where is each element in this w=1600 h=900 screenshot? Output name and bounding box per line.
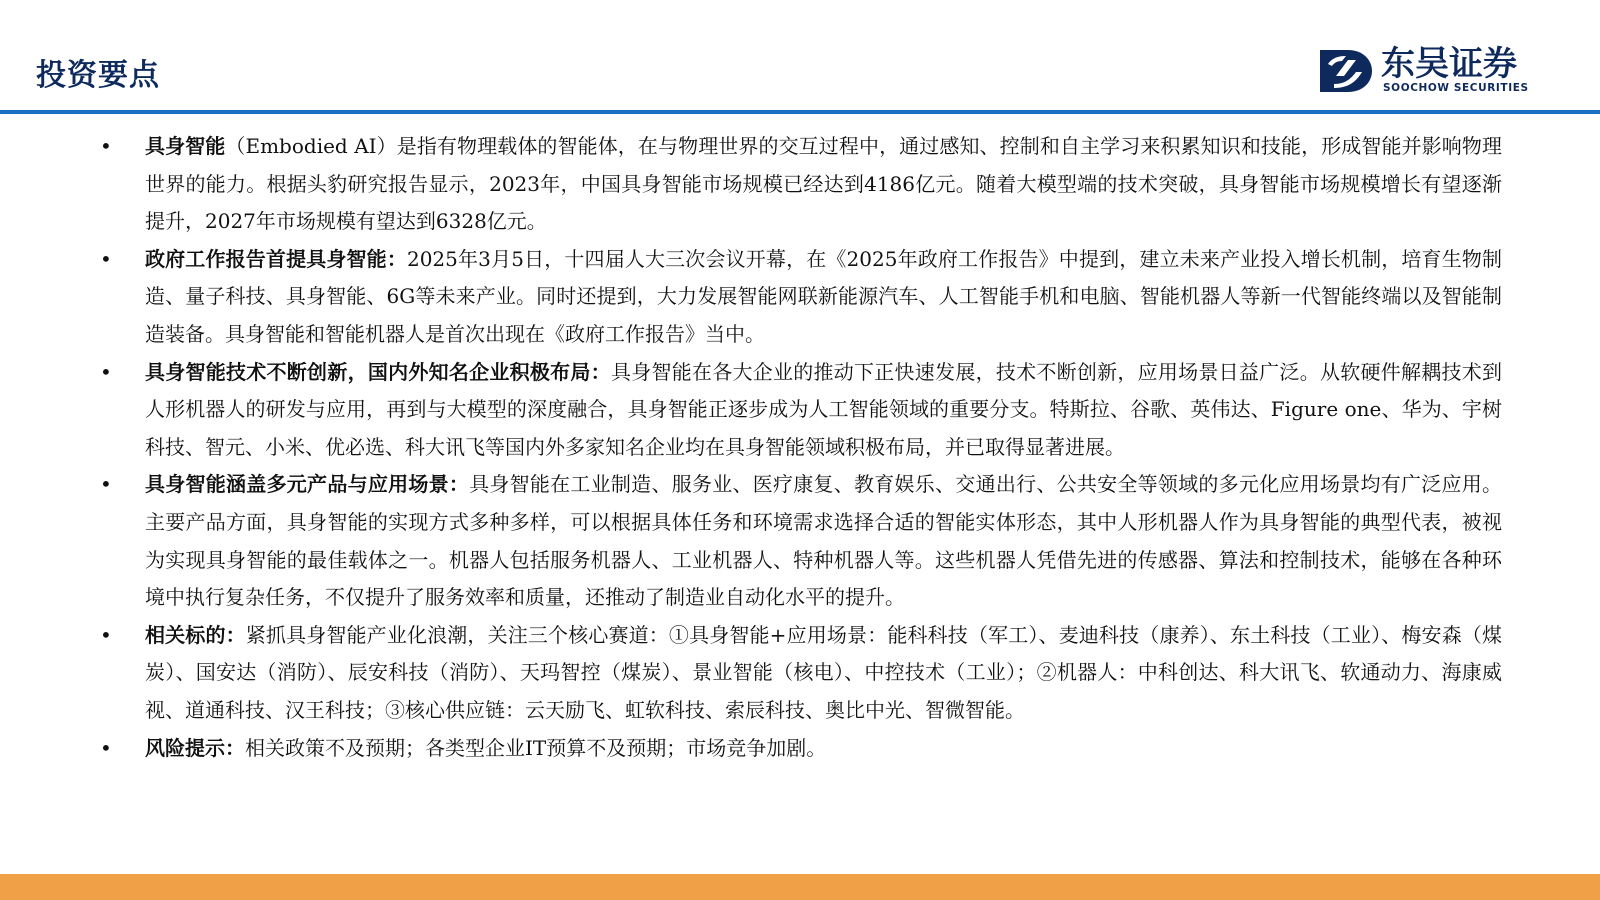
soochow-logo-icon (1318, 46, 1374, 96)
bullet-text: （Embodied AI）是指有物理载体的智能体，在与物理世界的交互过程中，通过感知、控制和自主学习来积累知识和技能，形成智能并影响物理世界的能力。根据头豹研究报告显示，2023年，中国具身智能市场规模已经达到4186亿元。随着大模型端的技术突破，具身智能市场规模增长有望逐渐提升，2027年市场规模有望达到6328亿元。 (145, 134, 1502, 234)
footer-bar (0, 874, 1600, 900)
bullet-item (100, 730, 1502, 768)
bullet-item (100, 241, 1502, 354)
bullet-item (100, 466, 1502, 616)
bullet-text: 2025年3月5日，十四届人大三次会议开幕，在《2025年政府工作报告》中提到，建立未来产业投入增长机制，培育生物制造、量子科技、具身智能、6G等未来产业。同时还提到，大力发展智能网联新能源汽车、人工智能手机和电脑、智能机器人等新一代智能终端以及智能制造装备。具身智能和智能机器人是首次出现在《政府工作报告》当中。 (145, 246, 1502, 346)
bullet-text: 具身智能在各大企业的推动下正快速发展，技术不断创新，应用场景日益广泛。从软硬件解耦技术到人形机器人的研发与应用，再到与大模型的深度融合，具身智能正逐步成为人工智能领域的重要分支。特斯拉、谷歌、英伟达、Figure one、华为、宇树科技、智元、小米、优必选、科大讯飞等国内外多家知名企业均在具身智能领域积极布局，并已取得显著进展。 (145, 359, 1503, 459)
bullet-marker: • (100, 735, 112, 760)
bullet-item (100, 128, 1502, 241)
bullet-text: 具身智能在工业制造、服务业、医疗康复、教育娱乐、交通出行、公共安全等领域的多元化应用场景均有广泛应用。主要产品方面，具身智能的实现方式多种多样，可以根据具体任务和环境需求选择合适的智能实体形态，其中人形机器人作为具身智能的典型代表，被视为实现具身智能的最佳载体之一。机器人包括服务机器人、工业机器人、特种机器人等。这些机器人凭借先进的传感器、算法和控制技术，能够在各种环境中执行复杂任务，不仅提升了服务效率和质量，还推动了制造业自动化水平的提升。 (145, 472, 1503, 610)
bullet-lead: 具身智能涵盖多元产品与应用场景： (145, 472, 470, 497)
bullet-lead: 风险提示： (145, 735, 245, 760)
page-title: 投资要点 (36, 58, 160, 93)
bullet-item (100, 354, 1502, 467)
bullet-text: 相关政策不及预期；各类型企业IT预算不及预期；市场竞争加剧。 (245, 735, 827, 760)
bullet-marker: • (100, 359, 112, 384)
bullet-lead: 相关标的： (145, 622, 246, 647)
bullet-marker: • (100, 246, 112, 271)
bullet-lead: 具身智能技术不断创新，国内外知名企业积极布局： (145, 359, 611, 384)
bullet-marker: • (100, 622, 112, 647)
bullet-marker: • (100, 472, 112, 497)
header-divider (0, 110, 1600, 114)
bullet-text: 紧抓具身智能产业化浪潮，关注三个核心赛道：①具身智能+应用场景：能科科技（军工）、麦迪科技（康养）、东土科技（工业）、梅安森（煤炭）、国安达（消防）、辰安科技（消防）、天玛智控（煤炭）、景业智能（核电）、中控技术（工业）；②机器人：中科创达、科大讯飞、软通动力、海康威视、道通科技、汉王科技；③核心供应链：云天励飞、虹软科技、索辰科技、奥比中光、智微智能。 (145, 622, 1503, 722)
bullet-lead: 具身智能 (145, 134, 226, 158)
key-points-list (100, 128, 1502, 767)
logo-english-name: SOOCHOW SECURITIES (1383, 82, 1529, 94)
bullet-lead: 政府工作报告首提具身智能： (145, 246, 407, 271)
bullet-marker: • (100, 134, 112, 158)
logo-chinese-name: 东吴证券 (1381, 44, 1517, 84)
company-logo (1318, 46, 1528, 96)
bullet-item (100, 617, 1502, 730)
